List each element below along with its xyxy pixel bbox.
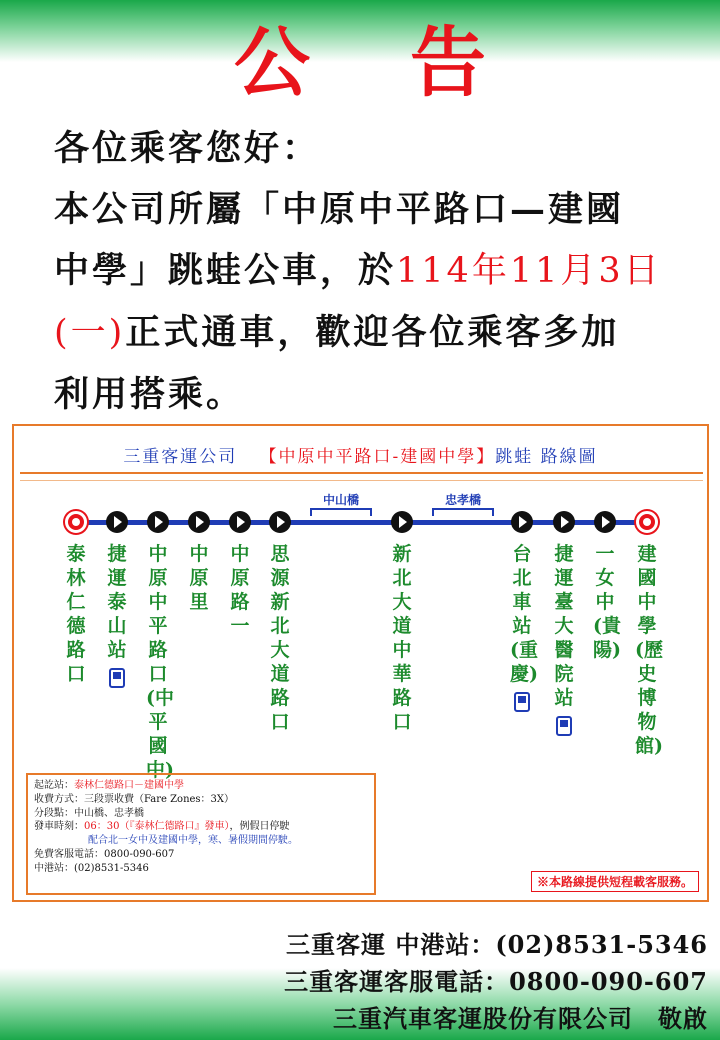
stop-name-text: 新北大道中華路口 xyxy=(392,543,412,733)
stop-marker xyxy=(65,511,87,533)
info-sections: 分段點：中山橋、忠孝橋 xyxy=(34,807,144,819)
info-hotline: 免費客服電話：0800-090-607 xyxy=(34,848,175,860)
announcement-line-3-text: 中學」跳蛙公車，於 xyxy=(54,250,397,291)
stop-marker xyxy=(269,511,291,533)
start-date: 114年11月3日 xyxy=(396,251,662,291)
stop-marker xyxy=(229,511,251,533)
stop-name-text: 中原里 xyxy=(189,543,209,613)
stop-name xyxy=(105,542,129,688)
map-title-company: 三重客運公司 xyxy=(123,447,238,467)
stop-marker xyxy=(636,511,658,533)
info-depart-time: 06：30（『泰林仁德路口』發車） xyxy=(84,821,230,833)
info-depart-label: 發車時刻： xyxy=(34,821,84,833)
footer-station: 三重客運 中港站：(02)8531-5346 xyxy=(285,930,708,959)
info-fare: 收費方式：三段票收費（Fare Zones：3X） xyxy=(34,793,235,805)
greeting: 各位乘客您好： xyxy=(54,128,321,169)
stop-marker xyxy=(511,511,533,533)
mrt-icon xyxy=(514,692,530,712)
bridge-zhongxiao: 忠孝橋 xyxy=(432,492,494,510)
stop-name xyxy=(268,542,292,734)
short-trip-notice: ※本路線提供短程載客服務。 xyxy=(531,871,699,892)
route-map-title xyxy=(14,442,707,467)
stop-name-text: 捷運臺大醫院站 xyxy=(554,543,574,709)
map-title-suffix: 跳蛙 路線圖 xyxy=(495,447,598,467)
stop-name xyxy=(228,542,252,638)
announcement-line-5: 利用搭乘。 xyxy=(54,374,245,415)
stop-marker xyxy=(106,511,128,533)
stop-marker xyxy=(391,511,413,533)
footer xyxy=(284,926,708,1037)
stop-marker xyxy=(553,511,575,533)
announcement-line-4-text: 正式通車，歡迎各位乘客多加 xyxy=(125,312,620,353)
footer-company: 三重汽車客運股份有限公司 敬啟 xyxy=(333,1004,708,1033)
stop-name xyxy=(390,542,414,734)
info-route xyxy=(34,779,368,793)
stop-name-text: 中原路一 xyxy=(230,543,250,637)
stop-name xyxy=(593,542,621,662)
info-route-value: 泰林仁德路口－建國中學 xyxy=(74,780,184,791)
info-depart-note: ，例假日停駛 xyxy=(229,821,290,833)
map-divider-thin xyxy=(20,480,703,481)
page-title: 公告 xyxy=(234,18,586,107)
stop-name xyxy=(552,542,576,736)
stop-name-text: 泰林仁德路口 xyxy=(66,543,86,685)
announcement-line-3 xyxy=(54,240,694,302)
bridge-zhongshan: 中山橋 xyxy=(310,492,372,510)
info-depart xyxy=(34,820,368,834)
stop-name-text: 捷運泰山站 xyxy=(107,543,127,661)
info-route-label: 起訖站： xyxy=(34,780,74,791)
footer-hotline: 三重客運客服電話：0800-090-607 xyxy=(284,967,708,996)
stop-name xyxy=(187,542,211,614)
info-station: 中港站：(02)8531-5346 xyxy=(34,862,149,874)
route-map xyxy=(12,424,709,902)
map-divider xyxy=(20,472,703,474)
mrt-icon xyxy=(109,668,125,688)
stop-name-text: 一女中(貴陽) xyxy=(593,543,621,661)
stop-name-text: 中原中平路口(中平國中) xyxy=(146,543,174,781)
stop-name xyxy=(64,542,88,686)
stop-name-text: 台北車站(重慶) xyxy=(510,543,538,685)
announcement-line-4 xyxy=(54,302,694,364)
announcement-line-2: 本公司所屬「中原中平路口—建國 xyxy=(54,189,625,230)
stop-marker xyxy=(188,511,210,533)
stop-name xyxy=(146,542,174,782)
stop-name-text: 思源新北大道路口 xyxy=(270,543,290,733)
map-title-route: 【中原中平路口-建國中學】 xyxy=(259,447,496,467)
stop-name xyxy=(510,542,538,712)
stop-name-text: 建國中學(歷史博物館) xyxy=(635,543,663,757)
route-info-box xyxy=(26,773,376,895)
stop-name xyxy=(635,542,663,758)
stop-marker xyxy=(594,511,616,533)
mrt-icon xyxy=(556,716,572,736)
stop-marker xyxy=(147,511,169,533)
announcement-body xyxy=(54,118,694,425)
start-weekday: (一) xyxy=(54,313,126,353)
info-depart-extra: 配合北一女中及建國中學，寒、暑假期間停駛。 xyxy=(88,835,298,847)
